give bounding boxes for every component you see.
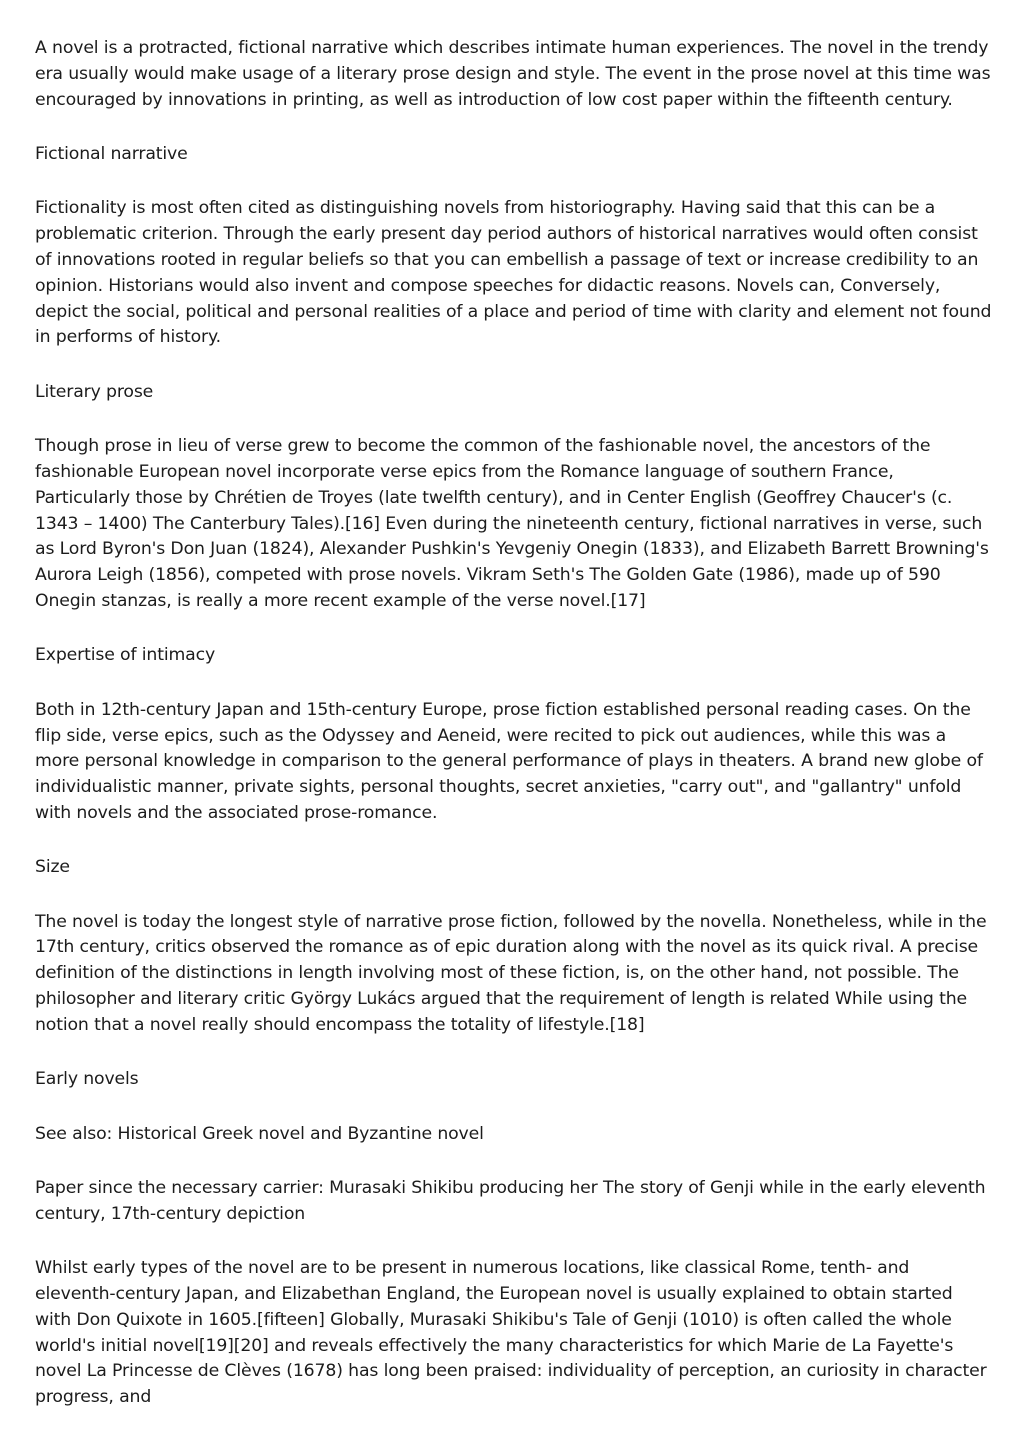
section-heading-literary-prose: Literary prose [35,381,154,402]
section-heading-fictional-narrative: Fictional narrative [35,143,188,164]
size-paragraph: The novel is today the longest style of narrative prose fiction, followed by the novella. Nonetheless, while in the 17th century, critics observed the romance as of epic duration along with the novel as its quick rival. A precise definition of the distinctions in length involving most of these fiction, is, on the other hand, not possible. The philosopher and literary critic György Lukács argued that the requirement of length is related While using the notion that a novel really should encompass the totality of lifestyle.[18] [35,911,987,1035]
see-also-note: See also: Historical Greek novel and Byzantine novel [35,1123,484,1144]
section-heading-size: Size [35,857,70,878]
image-caption-paragraph: Paper since the necessary carrier: Murasaki Shikibu producing her The story of Genji while in the early eleventh century, 17th-century depiction [35,1178,986,1224]
document-body [35,36,993,1440]
intro-paragraph: A novel is a protracted, fictional narrative which describes intimate human experiences. The novel in the trendy era usually would make usage of a literary prose design and style. The event in the prose novel at this time was encouraged by innovations in printing, as well as introduction of low cost paper within the fifteenth century. [35,38,991,110]
literary-prose-paragraph: Though prose in lieu of verse grew to become the common of the fashionable novel, the ancestors of the fashionable European novel incorporate verse epics from the Romance language of southern France, Particularly those by Chrétien de Troyes (late twelfth century), and in Center English (Geoffrey Chaucer's (c. 1343 – 1400) The Canterbury Tales).[16] Even during the nineteenth century, fictional narratives in verse, such as Lord Byron's Don Juan (1824), Alexander Pushkin's Yevgeniy Onegin (1833), and Elizabeth Barrett Browning's Aurora Leigh (1856), competed with prose novels. Vikram Seth's The Golden Gate (1986), made up of 590 Onegin stanzas, is really a more recent example of the verse novel.[17] [35,436,989,611]
section-heading-early-novels: Early novels [35,1069,139,1090]
early-novels-paragraph: Whilst early types of the novel are to be present in numerous locations, like classical Rome, tenth- and eleventh-century Japan, and Elizabethan England, the European novel is usually explained to obtain started with Don Quixote in 1605.[fifteen] Globally, Murasaki Shikibu's Tale of Genji (1010) is often called the whole world's initial novel[19][20] and reveals effectively the many characteristics for which Marie de La Fayette's novel La Princesse de Clèves (1678) has long been praised: individuality of perception, an curiosity in character progress, and [35,1258,987,1408]
fictional-narrative-paragraph: Fictionality is most often cited as distinguishing novels from historiography. Having said that this can be a problematic criterion. Through the early present day period authors of historical narratives would often consist of innovations rooted in regular beliefs so that you can embellish a passage of text or increase credibility to an opinion. Historians would also invent and compose speeches for didactic reasons. Novels can, Conversely, depict the social, political and personal realities of a place and period of time with clarity and element not found in performs of history. [35,198,992,348]
intimacy-paragraph: Both in 12th-century Japan and 15th-century Europe, prose fiction established personal reading cases. On the flip side, verse epics, such as the Odyssey and Aeneid, were recited to pick out audiences, while this was a more personal knowledge in comparison to the general performance of plays in theaters. A brand new globe of individualistic manner, private sights, personal thoughts, secret anxieties, "carry out", and "gallantry" unfold with novels and the associated prose-romance. [35,699,983,823]
section-heading-expertise-of-intimacy: Expertise of intimacy [35,645,216,666]
